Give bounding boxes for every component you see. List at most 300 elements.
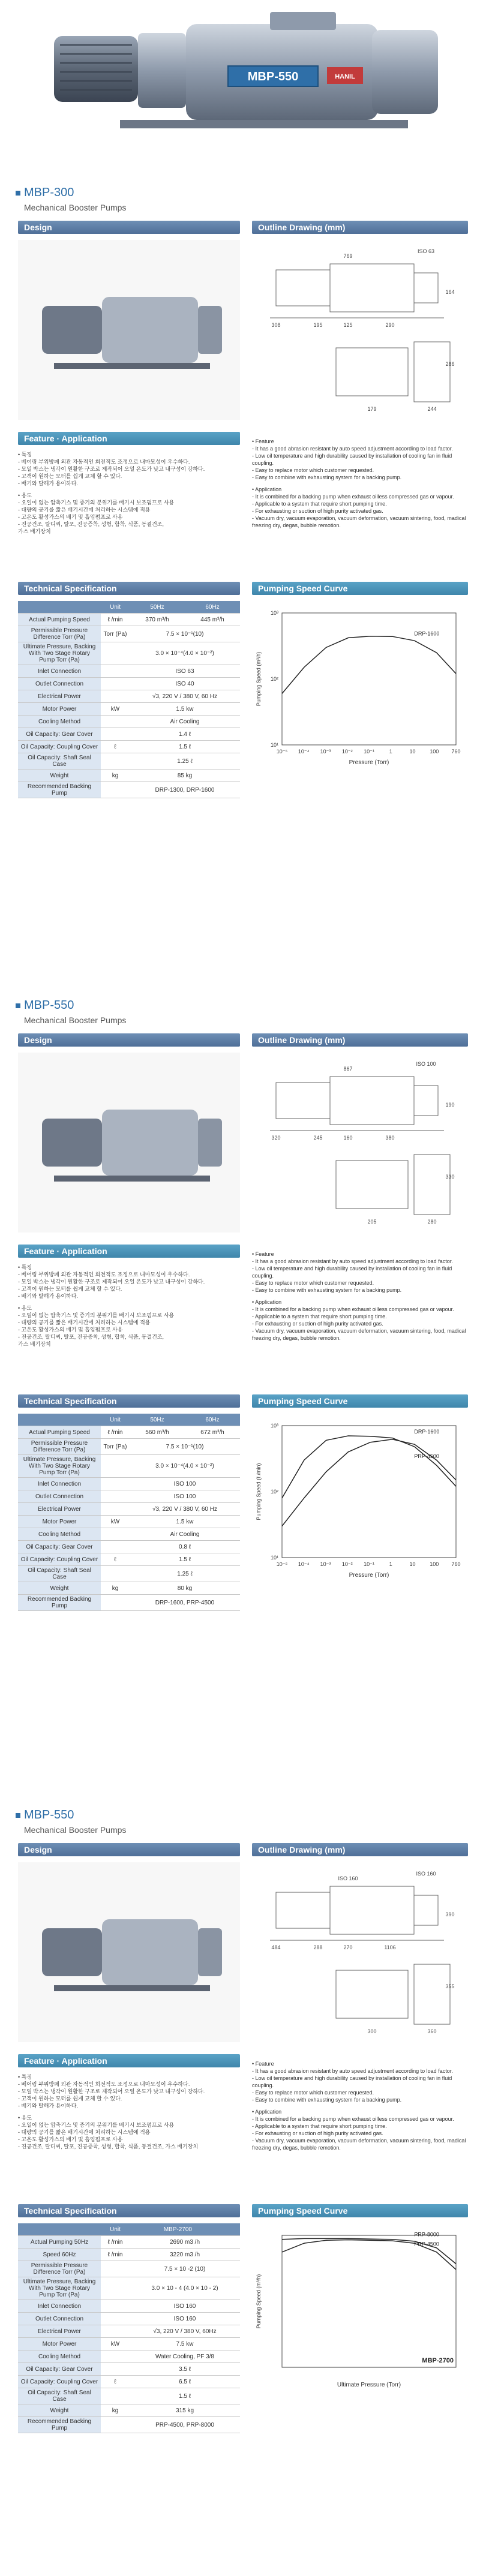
chart-plot-frame xyxy=(282,2235,456,2367)
feature-ko-line: - 진공건조, 탈디씨, 탈포, 진공증착, 성형, 합착, 식품, 동결건조, xyxy=(18,521,164,527)
chart-x-tick-label: 10⁻² xyxy=(341,749,353,755)
spec-value-cell: 1.5 kw xyxy=(130,1516,240,1528)
outline-dimension-label: 308 xyxy=(271,322,281,328)
feature-english-text xyxy=(252,1251,468,1342)
feature-ko-line: - 베어링 부위방폐 외관 자동적인 회전적도 조정으로 내마모성이 우수하다. xyxy=(18,1272,190,1278)
feature-en-line: - Easy to combine with exhausting system for a backing pump. xyxy=(252,474,402,480)
outline-drawing xyxy=(252,1053,468,1233)
spec-value-cell: DRP-1600, PRP-4500 xyxy=(130,1595,240,1611)
outline-dimension-label: 288 xyxy=(313,1944,323,1950)
spec-row xyxy=(18,1566,240,1582)
spec-value-cell: 3.0 × 10 - 4 (4.0 × 10 - 2) xyxy=(130,2277,240,2300)
feature-en-line xyxy=(252,1294,468,1298)
chart-x-tick-label: 760 xyxy=(451,1561,461,1567)
outline-dimension-label: 355 xyxy=(445,1983,455,1989)
feature-en-line: • Feature xyxy=(252,1251,274,1257)
spec-value-cell: √3, 220 V / 380 V, 60 Hz xyxy=(130,1503,240,1516)
spec-unit-cell xyxy=(101,1455,130,1478)
curve-heading: Pumping Speed Curve xyxy=(252,1394,468,1408)
spec-header-row xyxy=(18,1414,240,1426)
spec-unit-cell: kg xyxy=(101,770,130,782)
spec-label-cell: Cooling Method xyxy=(18,2350,101,2363)
feature-en-line xyxy=(252,481,468,486)
spec-value-cell: Air Cooling xyxy=(130,716,240,728)
pumping-speed-chart xyxy=(252,1414,468,1594)
spec-label-cell: Motor Power xyxy=(18,2338,101,2350)
spec-unit-cell: Torr (Pa) xyxy=(101,626,130,642)
feature-ko-line: - 배기와 탈해가 용이하다. xyxy=(18,2103,78,2109)
chart-x-tick-label: 10⁻³ xyxy=(320,1561,331,1567)
spec-row xyxy=(18,2249,240,2261)
feature-ko-line: - 배기와 탈해가 용이하다. xyxy=(18,1293,78,1299)
outline-dimension-label: 769 xyxy=(343,253,353,259)
spec-unit-cell: Torr (Pa) xyxy=(101,1439,130,1455)
model-title: MBP-550 xyxy=(24,1808,74,1821)
spec-value-cell: 7.5 kw xyxy=(130,2338,240,2350)
title-bullet-icon xyxy=(16,191,20,196)
spec-label-cell: Inlet Connection xyxy=(18,1478,101,1490)
spec-unit-cell: ℓ xyxy=(101,1553,130,1566)
spec-row xyxy=(18,1478,240,1490)
spec-row xyxy=(18,1541,240,1553)
spec-value-cell: 3.5 ℓ xyxy=(130,2363,240,2376)
feature-en-line: - Vacuum dry, vacuum evaporation, vacuum deformation, vacuum sintering, food, madical freezing dry, degas, bubble remotion. xyxy=(252,1328,466,1341)
spec-value-cell: 3.0 × 10⁻⁴(4.0 × 10⁻²) xyxy=(130,642,240,665)
spec-value-cell: 80 kg xyxy=(130,1582,240,1595)
feature-en-line: - Vacuum dry, vacuum evaporation, vacuum deformation, vacuum sintering, food, madical freezing dry, degas, bubble remotion. xyxy=(252,515,466,528)
spec-table xyxy=(18,601,240,798)
product-section-1 xyxy=(0,987,480,1766)
chart-y-axis-label: Pumping Speed (m³/h) xyxy=(256,651,262,707)
spec-row xyxy=(18,2350,240,2363)
spec-row xyxy=(18,753,240,770)
feature-korean-text xyxy=(18,451,240,535)
title-bullet-icon xyxy=(16,1813,20,1818)
design-heading: Design xyxy=(18,1033,240,1047)
spec-table xyxy=(18,1414,240,1611)
chart-y-tick-label: 10³ xyxy=(270,610,278,616)
spec-header-cell xyxy=(18,2223,101,2236)
spec-row xyxy=(18,678,240,690)
spec-unit-cell: kW xyxy=(101,1516,130,1528)
feature-en-line: - Vacuum dry, vacuum evaporation, vacuum deformation, vacuum sintering, food, madical freezing dry, degas, bubble remotion. xyxy=(252,2138,466,2151)
spec-table xyxy=(18,2223,240,2433)
feature-ko-line: • 용도 xyxy=(18,1305,32,1311)
chart-x-tick-label: 1 xyxy=(389,1561,392,1567)
spec-unit-cell: kW xyxy=(101,703,130,716)
spec-unit-cell: ℓ /min xyxy=(101,2249,130,2261)
spec-row xyxy=(18,1595,240,1611)
spec-label-cell: Outlet Connection xyxy=(18,1490,101,1503)
spec-unit-cell xyxy=(101,1595,130,1611)
spec-label-cell: Speed 60Hz xyxy=(18,2249,101,2261)
spec-row xyxy=(18,626,240,642)
spec-unit-cell xyxy=(101,1478,130,1490)
spec-label-cell: Permissible Pressure Difference Torr (Pa) xyxy=(18,2261,101,2277)
spec-row xyxy=(18,2417,240,2433)
spec-label-cell: Oil Capacity: Gear Cover xyxy=(18,1541,101,1553)
spec-unit-cell: kW xyxy=(101,2338,130,2350)
spec-row xyxy=(18,2277,240,2300)
outline-dimension-label: 320 xyxy=(271,1135,281,1141)
chart-x-axis-label: Pressure (Torr) xyxy=(349,759,389,766)
outline-dimension-label: 179 xyxy=(367,406,377,412)
spec-value-cell: 1.25 ℓ xyxy=(130,1566,240,1582)
chart-x-tick-label: 100 xyxy=(430,749,439,755)
chart-x-tick-label: 10⁻⁴ xyxy=(298,1561,310,1567)
feature-ko-line: • 용도 xyxy=(18,492,32,498)
feature-en-line: - It has a good abrasion resistant by auto speed adjustment according to load factor. xyxy=(252,1258,453,1264)
model-title: MBP-550 xyxy=(24,999,74,1012)
spec-value-cell: 1.5 ℓ xyxy=(130,1553,240,1566)
spec-value-cell: ISO 40 xyxy=(130,678,240,690)
spec-row xyxy=(18,690,240,703)
outline-dimension-label: 286 xyxy=(445,361,455,367)
spec-label-cell: Recommended Backing Pump xyxy=(18,1595,101,1611)
feature-ko-line: - 진공건조, 탈디씨, 탈포, 진공증착, 성형, 합착, 식품, 동결건조, 가스 배기장치 xyxy=(18,2144,199,2150)
spec-value-cell: 85 kg xyxy=(130,770,240,782)
feature-en-line: • Feature xyxy=(252,438,274,444)
spec-unit-cell xyxy=(101,2277,130,2300)
spec-header-cell: Unit xyxy=(101,601,130,614)
spec-value-cell: 1.5 ℓ xyxy=(130,741,240,753)
spec-row xyxy=(18,2388,240,2404)
spec-header-cell: Unit xyxy=(101,1414,130,1426)
feature-ko-line: - 오일이 없는 압축기스 및 증기의 분위기를 배기시 보조펌프로 사용 xyxy=(18,500,175,506)
chart-series-label: DRP-1600 xyxy=(414,1429,440,1435)
chart-x-tick-label: 10⁻¹ xyxy=(364,1561,374,1567)
spec-row xyxy=(18,1528,240,1541)
outline-dimension-label: 125 xyxy=(343,322,353,328)
chart-x-tick-label: 760 xyxy=(451,749,461,755)
spec-value-cell: PRP-4500, PRP-8000 xyxy=(130,2417,240,2433)
feature-english-text xyxy=(252,2060,468,2151)
spec-label-cell: Oil Capacity: Shaft Seal Case xyxy=(18,1566,101,1582)
spec-label-cell: Permissible Pressure Difference Torr (Pa) xyxy=(18,1439,101,1455)
chart-x-axis-label: Ultimate Pressure (Torr) xyxy=(337,2382,401,2388)
feature-ko-line: - 모일 박스는 냉각이 원활한 구조로 제작되어 오일 온도가 낮고 내구성이 강하다. xyxy=(18,2088,205,2094)
product-section-2 xyxy=(0,1796,480,2576)
spec-value-cell: √3, 220 V / 380 V, 60Hz xyxy=(130,2325,240,2338)
spec-value-cell: DRP-1300, DRP-1600 xyxy=(130,782,240,798)
spec-label-cell: Oil Capacity: Gear Cover xyxy=(18,728,101,741)
spec-unit-cell xyxy=(101,753,130,770)
chart-series-line xyxy=(282,1436,456,1498)
spec-unit-cell: kg xyxy=(101,1582,130,1595)
feature-en-line: - Applicable to a system that require short pumping time. xyxy=(252,1313,387,1319)
spec-unit-cell xyxy=(101,1566,130,1582)
outline-dimension-label: 360 xyxy=(427,2028,437,2034)
spec-value-cell: ISO 160 xyxy=(130,2300,240,2313)
feature-en-line: - Easy to replace motor which customer requested. xyxy=(252,2090,374,2096)
pump-photo xyxy=(18,1053,240,1233)
model-subtitle: Mechanical Booster Pumps xyxy=(24,1015,127,1025)
outline-heading: Outline Drawing (mm) xyxy=(252,221,468,234)
spec-header-cell xyxy=(18,601,101,614)
spec-value-cell: 7.5 × 10⁻¹(10) xyxy=(130,626,240,642)
feature-en-line: • Feature xyxy=(252,2061,274,2067)
pumping-speed-chart xyxy=(252,601,468,781)
outline-dimension-label: 160 xyxy=(343,1135,353,1141)
feature-heading: Feature · Application xyxy=(18,2054,240,2067)
spec-unit-cell xyxy=(101,716,130,728)
spec-row xyxy=(18,703,240,716)
spec-row xyxy=(18,1582,240,1595)
spec-value-50hz-cell: 370 m³/h xyxy=(130,614,185,626)
chart-y-axis-label: Pumping Speed (m³/h) xyxy=(256,2274,262,2329)
spec-row xyxy=(18,2325,240,2338)
spec-label-cell: Recommended Backing Pump xyxy=(18,782,101,798)
spec-unit-cell xyxy=(101,678,130,690)
outline-heading: Outline Drawing (mm) xyxy=(252,1033,468,1047)
spec-heading: Technical Specification xyxy=(18,1394,240,1408)
spec-label-cell: Outlet Connection xyxy=(18,2313,101,2325)
spec-value-cell: 1.4 ℓ xyxy=(130,728,240,741)
spec-row xyxy=(18,2300,240,2313)
feature-en-line: - Low oil temperature and high durability caused by installation of cooling fan in fluid coupling. xyxy=(252,2075,452,2088)
feature-ko-line: - 오일이 없는 압축기스 및 증기의 분위기를 배기시 보조펌프로 사용 xyxy=(18,1312,175,1318)
spec-row xyxy=(18,770,240,782)
spec-row xyxy=(18,2376,240,2388)
spec-label-cell: Inlet Connection xyxy=(18,2300,101,2313)
spec-row xyxy=(18,1490,240,1503)
spec-value-cell: 7.5 × 10 -2 (10) xyxy=(130,2261,240,2277)
model-subtitle: Mechanical Booster Pumps xyxy=(24,203,127,212)
chart-x-tick-label: 10 xyxy=(409,1561,416,1567)
spec-unit-cell xyxy=(101,2417,130,2433)
feature-en-line: - It has a good abrasion resistant by auto speed adjustment according to load factor. xyxy=(252,446,453,452)
spec-label-cell: Weight xyxy=(18,770,101,782)
feature-ko-line: - 고온도 활성가스의 배기 및 흡입펌프로 사용 xyxy=(18,514,123,520)
spec-heading: Technical Specification xyxy=(18,582,240,595)
outline-dimension-label: 245 xyxy=(313,1135,323,1141)
spec-value-cell: 3.0 × 10⁻⁴(4.0 × 10⁻²) xyxy=(130,1455,240,1478)
feature-en-line: • Application xyxy=(252,486,282,492)
feature-ko-line: - 대량의 공기를 짧은 배기시간에 처리하는 시스템에 적용 xyxy=(18,1319,151,1325)
chart-x-tick-label: 10⁻¹ xyxy=(364,749,374,755)
spec-header-cell: Unit xyxy=(101,2223,130,2236)
spec-unit-cell: ℓ xyxy=(101,2376,130,2388)
spec-label-cell: Oil Capacity: Shaft Seal Case xyxy=(18,2388,101,2404)
chart-x-tick-label: 10⁻⁵ xyxy=(276,749,288,755)
feature-en-line: - For exhausting or suction of high purity activated gas. xyxy=(252,1321,383,1327)
feature-en-line: • Application xyxy=(252,2109,282,2115)
feature-ko-line: - 진공건조, 탈디씨, 탈포, 진공증착, 성형, 합착, 식품, 동결건조, xyxy=(18,1334,164,1340)
outline-dimension-label: ISO 63 xyxy=(417,248,435,254)
outline-dimension-label: 484 xyxy=(271,1944,281,1950)
spec-row xyxy=(18,2363,240,2376)
spec-header-row xyxy=(18,601,240,614)
spec-unit-cell xyxy=(101,2350,130,2363)
spec-unit-cell xyxy=(101,728,130,741)
spec-row xyxy=(18,2236,240,2249)
spec-unit-cell xyxy=(101,690,130,703)
chart-series-label: DRP-1600 xyxy=(414,630,440,637)
spec-row xyxy=(18,782,240,798)
spec-row xyxy=(18,2338,240,2350)
spec-unit-cell xyxy=(101,1541,130,1553)
spec-value-cell: 1.5 kw xyxy=(130,703,240,716)
feature-en-line: - Low oil temperature and high durability caused by installation of cooling fan in fluid coupling. xyxy=(252,453,452,466)
spec-unit-cell xyxy=(101,1528,130,1541)
spec-label-cell: Electrical Power xyxy=(18,2325,101,2338)
chart-y-tick-label: 10¹ xyxy=(270,1555,278,1561)
spec-label-cell: Actual Pumping 50Hz xyxy=(18,2236,101,2249)
model-subtitle: Mechanical Booster Pumps xyxy=(24,1825,127,1835)
spec-label-cell: Permissible Pressure Difference Torr (Pa) xyxy=(18,626,101,642)
spec-unit-cell xyxy=(101,642,130,665)
spec-label-cell: Outlet Connection xyxy=(18,678,101,690)
spec-unit-cell xyxy=(101,2363,130,2376)
pump-photo xyxy=(18,240,240,420)
spec-unit-cell: ℓ /min xyxy=(101,2236,130,2249)
outline-drawing xyxy=(252,1862,468,2042)
spec-unit-cell xyxy=(101,1490,130,1503)
outline-dimension-label: 164 xyxy=(445,289,455,295)
feature-english-text xyxy=(252,438,468,529)
design-heading: Design xyxy=(18,1843,240,1856)
feature-en-line: - It is combined for a backing pump when exhaust oilless compressed gas or vapour. xyxy=(252,1306,454,1312)
spec-header-row xyxy=(18,2223,240,2236)
feature-ko-line xyxy=(18,1300,240,1304)
spec-header-cell: 50Hz xyxy=(130,601,185,614)
feature-ko-line: • 특징 xyxy=(18,452,32,458)
spec-unit-cell: ℓ xyxy=(101,741,130,753)
feature-ko-line: • 특징 xyxy=(18,2074,32,2080)
chart-x-tick-label: 1 xyxy=(389,749,392,755)
feature-en-line: - Low oil temperature and high durability caused by installation of cooling fan in fluid coupling. xyxy=(252,1266,452,1279)
spec-value-cell: 1.5 ℓ xyxy=(130,2388,240,2404)
spec-unit-cell xyxy=(101,2388,130,2404)
spec-label-cell: Recommended Backing Pump xyxy=(18,2417,101,2433)
curve-heading: Pumping Speed Curve xyxy=(252,582,468,595)
spec-row xyxy=(18,2261,240,2277)
feature-heading: Feature · Application xyxy=(18,432,240,445)
spec-label-cell: Oil Capacity: Coupling Cover xyxy=(18,741,101,753)
outline-dimension-label: ISO 160 xyxy=(416,1871,436,1877)
outline-dimension-label: 1106 xyxy=(384,1944,396,1950)
feature-ko-line: 가스 배기장치 xyxy=(18,528,51,534)
spec-unit-cell xyxy=(101,782,130,798)
feature-ko-line: - 대량의 공기를 짧은 배기시간에 처리하는 시스템에 적용 xyxy=(18,507,151,513)
spec-label-cell: Oil Capacity: Coupling Cover xyxy=(18,2376,101,2388)
feature-ko-line: - 대량의 공기를 짧은 배기시간에 처리하는 시스템에 적용 xyxy=(18,2129,151,2135)
feature-ko-line: - 배기와 탈해가 용이하다. xyxy=(18,480,78,486)
chart-annotation: MBP-2700 xyxy=(422,2357,454,2364)
spec-heading: Technical Specification xyxy=(18,2204,240,2217)
spec-label-cell: Weight xyxy=(18,2404,101,2417)
spec-value-60hz-cell: 672 m³/h xyxy=(185,1426,240,1439)
spec-unit-cell xyxy=(101,2313,130,2325)
outline-dimension-label: 195 xyxy=(313,322,323,328)
hero-pump-illustration xyxy=(0,0,480,156)
outline-dimension-label: 867 xyxy=(343,1066,353,1072)
feature-en-line: - Easy to combine with exhausting system for a backing pump. xyxy=(252,2097,402,2103)
chart-x-tick-label: 10 xyxy=(409,749,416,755)
outline-dimension-label: 300 xyxy=(367,2028,377,2034)
product-section-0 xyxy=(0,174,480,954)
feature-ko-line: • 특징 xyxy=(18,1264,32,1270)
feature-en-line: - Applicable to a system that require short pumping time. xyxy=(252,501,387,507)
spec-unit-cell: ℓ /min xyxy=(101,614,130,626)
feature-en-line: - For exhausting or suction of high purity activated gas. xyxy=(252,508,383,514)
outline-dimension-label: 205 xyxy=(367,1219,377,1225)
spec-label-cell: Actual Pumping Speed xyxy=(18,1426,101,1439)
spec-label-cell: Cooling Method xyxy=(18,716,101,728)
chart-series-label: PRP-4500 xyxy=(414,1453,439,1459)
feature-ko-line: - 고온도 활성가스의 배기 및 흡입펌프로 사용 xyxy=(18,1327,123,1333)
feature-heading: Feature · Application xyxy=(18,1245,240,1258)
outline-drawing xyxy=(252,240,468,420)
spec-unit-cell xyxy=(101,2325,130,2338)
chart-y-axis-label: Pumping Speed (ℓ /min) xyxy=(256,1463,262,1520)
hero-nameplate: MBP-550 xyxy=(247,70,299,83)
spec-value-cell: 315 kg xyxy=(130,2404,240,2417)
feature-korean-text xyxy=(18,1264,240,1348)
spec-header-cell: 50Hz xyxy=(130,1414,185,1426)
spec-unit-cell: kg xyxy=(101,2404,130,2417)
outline-dimension-label: 380 xyxy=(385,1135,395,1141)
title-bullet-icon xyxy=(16,1003,20,1008)
spec-row xyxy=(18,642,240,665)
feature-ko-line: - 고객이 원하는 모터를 쉽게 교체 할 수 있다. xyxy=(18,1286,122,1292)
spec-value-cell: Water Cooling, PF 3/8 xyxy=(130,2350,240,2363)
chart-x-tick-label: 10⁻⁴ xyxy=(298,749,310,755)
spec-row xyxy=(18,1439,240,1455)
outline-dimension-label: 290 xyxy=(385,322,395,328)
spec-value-cell: ISO 160 xyxy=(130,2313,240,2325)
spec-label-cell: Oil Capacity: Coupling Cover xyxy=(18,1553,101,1566)
outline-dimension-label: 280 xyxy=(427,1219,437,1225)
pumping-speed-chart xyxy=(252,2223,468,2403)
spec-row xyxy=(18,1503,240,1516)
outline-dimension-label: 330 xyxy=(445,1174,455,1180)
feature-ko-line: • 용도 xyxy=(18,2115,32,2121)
feature-en-line: - Easy to replace motor which customer requested. xyxy=(252,467,374,473)
spec-row xyxy=(18,1553,240,1566)
feature-ko-line: - 모일 박스는 냉각이 원활한 구조로 제작되어 오일 온도가 낮고 내구성이 강하다. xyxy=(18,1279,205,1285)
chart-y-tick-label: 10³ xyxy=(270,1423,278,1429)
spec-value-cell: √3, 220 V / 380 V, 60 Hz xyxy=(130,690,240,703)
spec-label-cell: Electrical Power xyxy=(18,1503,101,1516)
feature-ko-line: 가스 배기장치 xyxy=(18,1341,51,1347)
chart-x-axis-label: Pressure (Torr) xyxy=(349,1572,389,1579)
curve-heading: Pumping Speed Curve xyxy=(252,2204,468,2217)
spec-label-cell: Motor Power xyxy=(18,703,101,716)
chart-x-tick-label: 100 xyxy=(430,1561,439,1567)
chart-y-tick-label: 10² xyxy=(270,676,278,682)
feature-en-line: - Easy to replace motor which customer requested. xyxy=(252,1280,374,1286)
hero-brand-badge: HANIL xyxy=(335,73,355,80)
spec-label-cell: Actual Pumping Speed xyxy=(18,614,101,626)
outline-dimension-label: ISO 100 xyxy=(416,1061,436,1067)
spec-row xyxy=(18,728,240,741)
feature-en-line: - Easy to combine with exhausting system for a backing pump. xyxy=(252,1287,402,1293)
feature-ko-line: - 오일이 없는 압축기스 및 증기의 분위기를 배기시 보조펌프로 사용 xyxy=(18,2122,175,2128)
feature-ko-line xyxy=(18,487,240,492)
feature-korean-text xyxy=(18,2073,240,2150)
outline-dimension-label: 244 xyxy=(427,406,437,412)
spec-value-cell: ISO 100 xyxy=(130,1490,240,1503)
feature-ko-line: - 베어링 부위방폐 외관 자동적인 회전적도 조정으로 내마모성이 우수하다. xyxy=(18,459,190,465)
feature-ko-line: - 베어링 부위방폐 외관 자동적인 회전적도 조정으로 내마모성이 우수하다. xyxy=(18,2081,190,2087)
feature-en-line: • Application xyxy=(252,1299,282,1305)
spec-value-60hz-cell: 445 m³/h xyxy=(185,614,240,626)
model-title: MBP-300 xyxy=(24,186,74,199)
feature-en-line: - It is combined for a backing pump when exhaust oilless compressed gas or vapour. xyxy=(252,2116,454,2122)
spec-header-cell: 60Hz xyxy=(185,601,240,614)
spec-value-cell: 7.5 × 10⁻¹(10) xyxy=(130,1439,240,1455)
